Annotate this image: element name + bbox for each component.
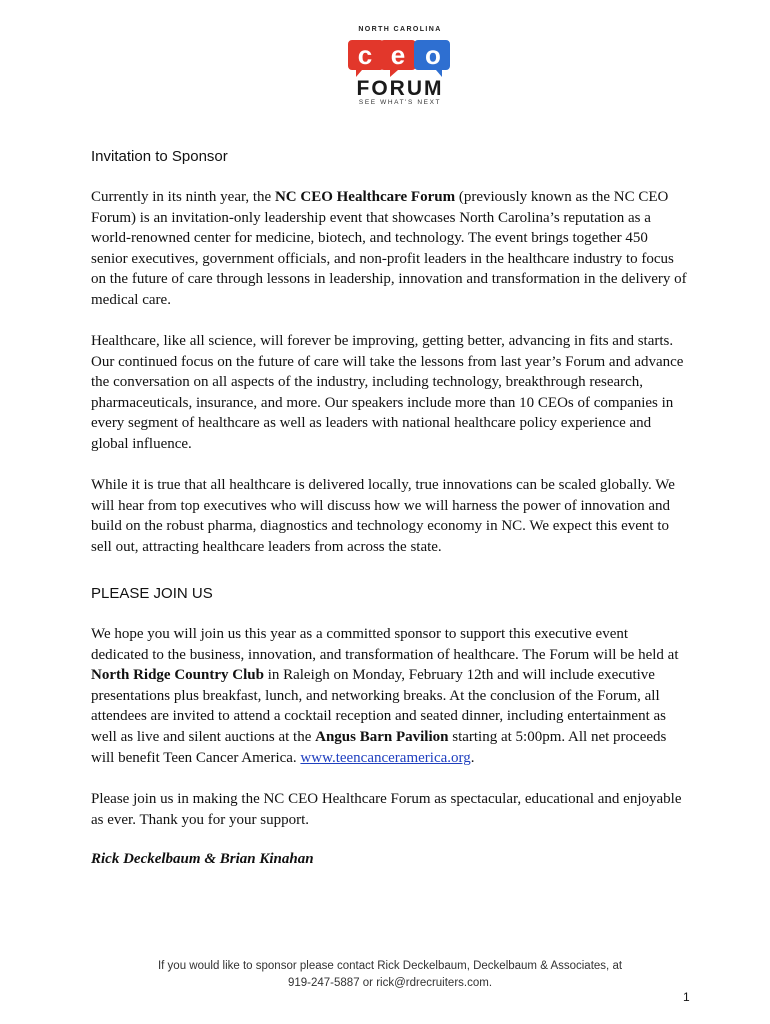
logo-top-text: NORTH CAROLINA [358, 26, 442, 33]
intro-line-3: world-renowned center for medicine, biotech, and technology. The event brings together 450 [91, 230, 648, 247]
healthcare-paragraph [91, 331, 693, 455]
intro-line-6: medical care. [91, 291, 171, 308]
pavilion-bold: Angus Barn Pavilion [315, 728, 449, 745]
join-text: will benefit Teen Cancer America. [91, 749, 301, 766]
nc-ceo-forum-logo [340, 26, 460, 110]
para2-line: the conversation on all aspects of the industry, including technology, breakthrough research, [91, 374, 644, 391]
join-line-2: dedicated to the business, innovation, and transformation of healthcare. The Forum will be held at [91, 646, 679, 663]
logo-letter-e: e [390, 40, 406, 70]
event-name-bold: NC CEO Healthcare Forum [274, 189, 456, 205]
join-line-3 [91, 665, 693, 686]
intro-line-2: Forum) is an invitation-only leadership event that showcases North Carolina’s reputation as a [91, 209, 651, 226]
intro-text: Currently in its ninth year, the [91, 189, 275, 205]
intro-line-1 [91, 187, 693, 208]
join-line-5: attendees are invited to attend a cocktail reception and seated dinner, including entertainment as [91, 708, 667, 725]
intro-text: (previously known as the NC CEO [455, 189, 669, 205]
closing-line: Please join us in making the NC CEO Healthcare Forum as spectacular, educational and enjoyable [91, 791, 682, 807]
join-paragraph [91, 624, 693, 768]
ceo-speech-bubbles-icon [348, 36, 452, 80]
para2-line: Our continued focus on the future of care will take the lessons from last year’s Forum and advance [91, 353, 684, 370]
page-footer [90, 958, 690, 992]
logo-tagline: SEE WHAT'S NEXT [358, 99, 442, 106]
para2-line: pharmaceuticals, insurance, and more. Our speakers include more than 10 CEOs of companies in [91, 394, 674, 411]
para2-line: global influence. [91, 435, 192, 452]
para3-line: sell out, attracting healthcare leaders from across the state. [91, 538, 442, 555]
join-line-4: presentations plus breakfast, lunch, and networking breaks. At the conclusion of the Forum, all [91, 687, 660, 704]
intro-paragraph [91, 187, 693, 311]
teen-cancer-america-link[interactable]: www.teencanceramerica.org [300, 749, 471, 766]
please-join-heading: PLEASE JOIN US [91, 585, 213, 602]
signature: Rick Deckelbaum & Brian Kinahan [91, 851, 314, 867]
join-text: . [470, 749, 475, 766]
para2-line: every segment of healthcare as well as leaders with national healthcare policy experience and [91, 415, 652, 432]
footer-line-2: 919-247-5887 or rick@rdrecruiters.com. [287, 977, 493, 989]
para3-line: While it is true that all healthcare is delivered locally, true innovations can be scaled globally. We [91, 477, 675, 493]
logo-letter-c: c [357, 40, 373, 70]
para3-line: build on the robust pharma, diagnostics and technology economy in NC. We expect this event to [91, 518, 669, 535]
logo-letter-o: o [425, 40, 441, 70]
closing-line: as ever. Thank you for your support. [91, 811, 310, 828]
invitation-heading: Invitation to Sponsor [91, 148, 228, 165]
join-text: starting at 5:00pm. All net proceeds [448, 728, 667, 745]
closing-paragraph [91, 789, 693, 830]
footer-line-1: If you would like to sponsor please contact Rick Deckelbaum, Deckelbaum & Associates, at [157, 960, 623, 972]
join-line-7 [91, 748, 693, 769]
page-number: 1 [683, 990, 690, 1004]
intro-line-4: senior executives, government officials, and non-profit leaders in the healthcare industry to focus [91, 250, 674, 267]
innovation-paragraph [91, 475, 693, 557]
venue-bold: North Ridge Country Club [91, 667, 264, 684]
para2-line: Healthcare, like all science, will forever be improving, getting better, advancing in fits and starts. [91, 333, 674, 349]
join-line-1: We hope you will join us this year as a committed sponsor to support this executive event [91, 626, 629, 642]
para3-line: will hear from top executives who will discuss how we will harness the power of innovation and [91, 497, 671, 514]
intro-line-5: on the future of care through lessons in leadership, innovation and transformation in the delivery of [91, 271, 687, 288]
join-text: well as live and silent auctions at the [91, 728, 316, 745]
logo-forum-text: FORUM [356, 77, 444, 100]
join-text: in Raleigh on Monday, February 12th and will include executive [263, 667, 655, 684]
join-line-6 [91, 727, 693, 748]
